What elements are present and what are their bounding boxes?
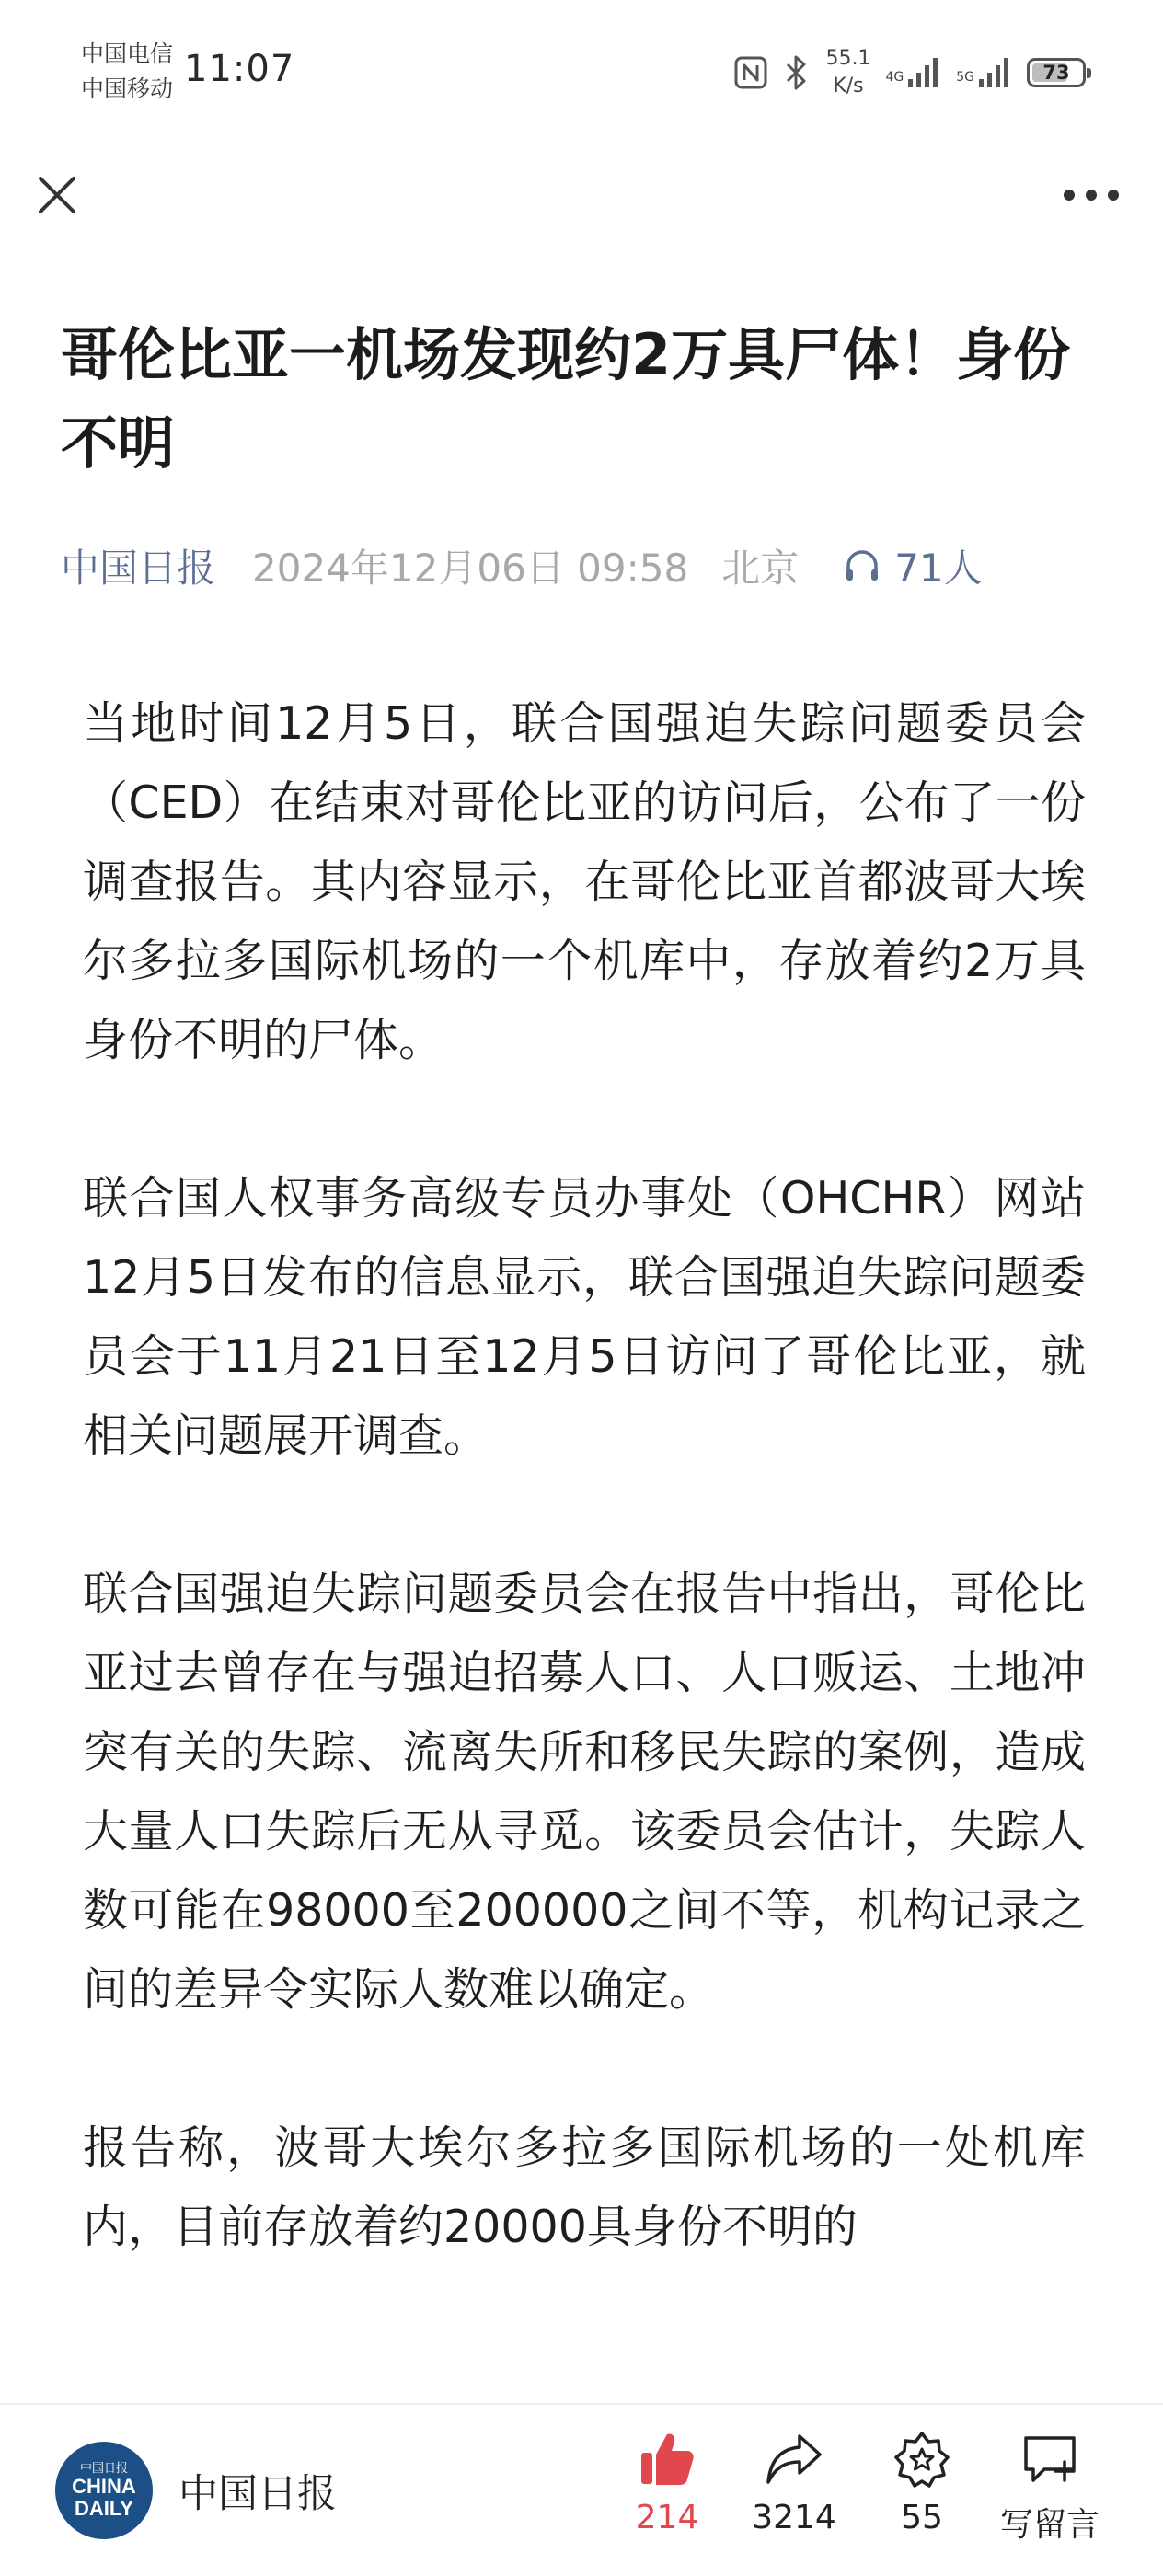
collect-button[interactable] [853, 2431, 991, 2536]
nfc-icon [733, 55, 768, 90]
status-icons [733, 40, 1086, 105]
like-button[interactable] [598, 2431, 736, 2536]
share-icon [765, 2431, 823, 2488]
bluetooth-icon [783, 53, 811, 92]
listen-button[interactable] [843, 538, 982, 593]
network-speed [825, 45, 870, 100]
battery-percent: 73 [1042, 62, 1070, 84]
listeners-count: 71人 [894, 546, 983, 591]
article-source[interactable]: 中国日报 [61, 546, 216, 591]
like-count: 214 [635, 2499, 699, 2536]
article-paragraph: 联合国强迫失踪问题委员会在报告中指出，哥伦比亚过去曾存在与强迫招募人口、人口贩运、土地冲突有关的失踪、流离失所和移民失踪的案例，造成大量人口失踪后无从寻觅。该委员会估计，失踪人数可能在98000至200000之间不等，机构记录之间的差异令实际人数难以确定。 [83, 1568, 1086, 2016]
article-date: 2024年12月06日 09:58 [252, 546, 689, 591]
article-location: 北京 [721, 546, 800, 591]
net-speed-unit: K/s [833, 75, 864, 98]
signal-icon [885, 57, 941, 88]
star-badge-icon [892, 2431, 951, 2488]
article-paragraph: 报告称，波哥大埃尔多拉多国际机场的一处机库内，目前存放着约20000具身份不明的 [83, 2122, 1086, 2253]
comment-button[interactable] [981, 2431, 1119, 2546]
publisher-name: 中国日报 [178, 2470, 337, 2517]
close-button[interactable] [28, 166, 86, 224]
more-button[interactable] [1053, 166, 1130, 224]
status-time: 11:07 [184, 48, 295, 90]
share-count: 3214 [752, 2499, 836, 2536]
comment-label: 写留言 [999, 2506, 1100, 2544]
signal-1-label: 4G [885, 70, 904, 85]
article-body [83, 684, 1086, 2346]
china-daily-logo [55, 2442, 153, 2539]
logo-cn-text: 中国日报 [79, 2461, 128, 2475]
bottom-action-bar [0, 2403, 1163, 2576]
carrier-2: 中国移动 [81, 75, 174, 102]
comment-add-icon [1020, 2431, 1079, 2488]
logo-en-line2: DAILY [75, 2497, 133, 2520]
collect-count: 55 [901, 2499, 943, 2536]
article-paragraph: 当地时间12月5日，联合国强迫失踪问题委员会（CED）在结束对哥伦比亚的访问后，公布了一份调查报告。其内容显示，在哥伦比亚首都波哥大埃尔多拉多国际机场的一个机库中，存放着约2万具身份不明的尸体。 [83, 697, 1086, 1066]
top-nav [0, 147, 1163, 239]
thumbs-up-icon [638, 2431, 697, 2488]
article-paragraph: 联合国人权事务高级专员办事处（OHCHR）网站12月5日发布的信息显示，联合国强迫失踪问题委员会于11月21日至12月5日访问了哥伦比亚，就相关问题展开调查。 [83, 1172, 1086, 1462]
logo-en-line1: CHINA [72, 2475, 136, 2498]
status-bar [0, 0, 1163, 138]
battery-icon [1027, 58, 1086, 87]
signal-icon [956, 57, 1012, 88]
article-meta [61, 534, 1110, 598]
close-icon [35, 173, 79, 217]
publisher-profile[interactable] [55, 2442, 337, 2539]
carrier-1: 中国电信 [81, 40, 174, 67]
more-icon [1062, 188, 1121, 202]
article-title: 哥伦比亚一机场发现约2万具尸体！身份不明 [61, 321, 1071, 477]
signal-2-label: 5G [956, 70, 974, 85]
carrier-names [81, 37, 173, 107]
headphones-icon [843, 546, 881, 585]
net-speed-value: 55.1 [825, 47, 871, 70]
share-button[interactable] [725, 2431, 863, 2536]
